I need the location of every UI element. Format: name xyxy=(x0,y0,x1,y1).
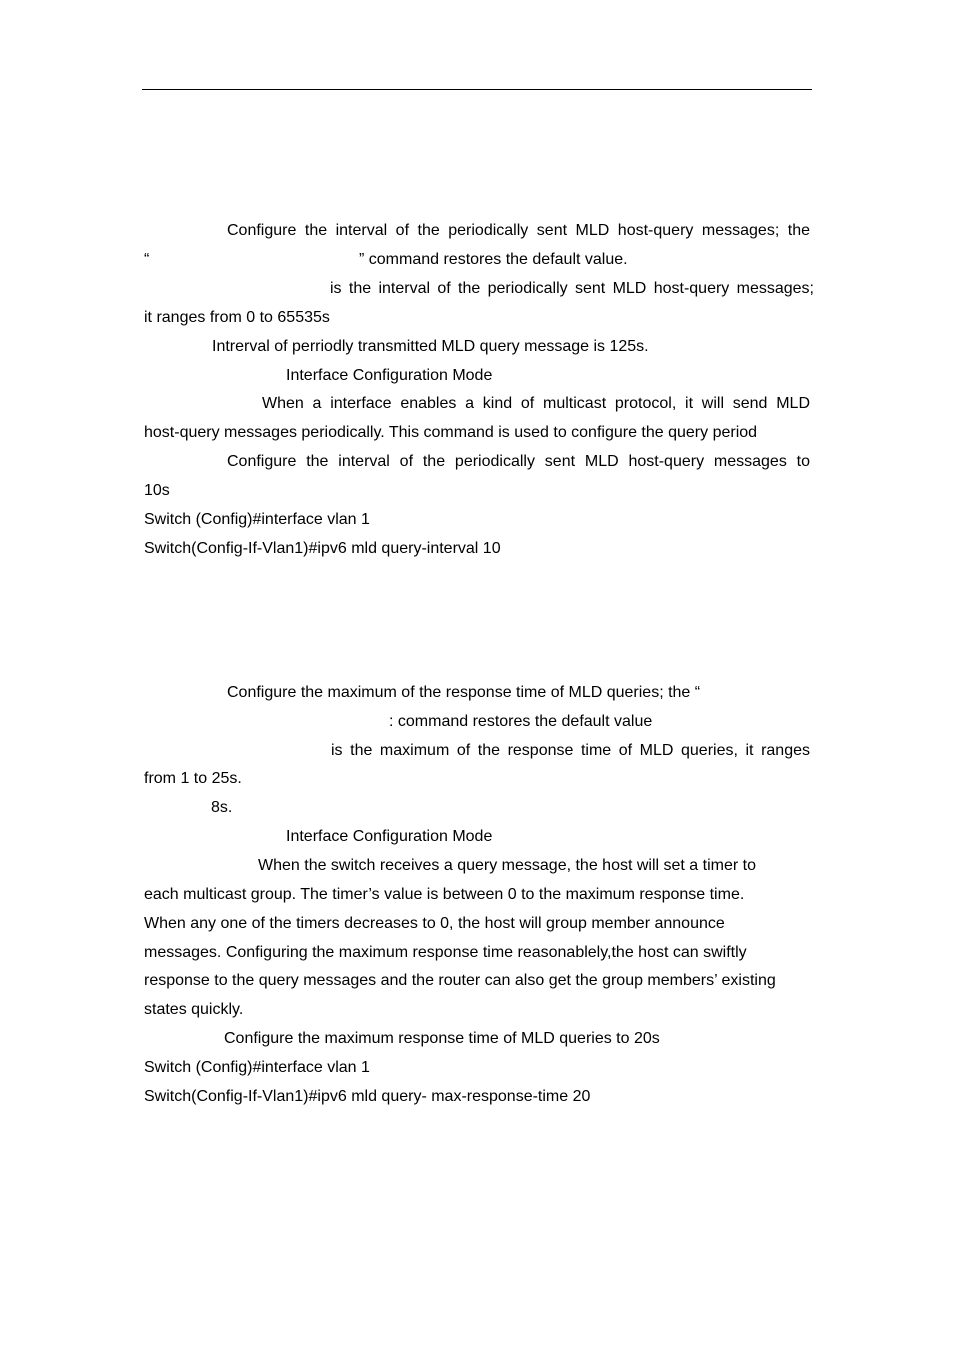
s1-usage-line2: host-query messages periodically. This command is used to configure the query period xyxy=(144,424,758,441)
s1-example-line2: 10s xyxy=(144,482,170,499)
s2-description-line1: Configure the maximum of the response time of MLD queries; the “ xyxy=(227,684,701,701)
s2-parameter-line1: is the maximum of the response time of MLD queries, it ranges xyxy=(331,742,810,759)
s2-usage-line2: each multicast group. The timer’s value is between 0 to the maximum response time. xyxy=(144,886,745,903)
s1-mode: Interface Configuration Mode xyxy=(286,367,493,384)
s1-description-line1: Configure the interval of the periodically sent MLD host-query messages; the xyxy=(227,222,810,239)
s2-mode: Interface Configuration Mode xyxy=(286,828,493,845)
header-rule xyxy=(142,89,812,90)
s2-command2: Switch(Config-If-Vlan1)#ipv6 mld query- max-response-time 20 xyxy=(144,1088,591,1105)
s2-command1: Switch (Config)#interface vlan 1 xyxy=(144,1059,370,1076)
s1-command1: Switch (Config)#interface vlan 1 xyxy=(144,511,370,528)
s1-example-line1: Configure the interval of the periodically sent MLD host-query messages to xyxy=(227,453,810,470)
s1-default: Intrerval of perriodly transmitted MLD query message is 125s. xyxy=(212,338,649,355)
s1-parameter-line2: it ranges from 0 to 65535s xyxy=(144,309,330,326)
s1-description-open-quote: “ xyxy=(144,251,150,268)
s2-usage-line6: states quickly. xyxy=(144,1001,244,1018)
s2-default: 8s. xyxy=(211,799,233,816)
s2-usage-line3: When any one of the timers decreases to 0, the host will group member announce xyxy=(144,915,725,932)
s1-command2: Switch(Config-If-Vlan1)#ipv6 mld query-interval 10 xyxy=(144,540,501,557)
s2-example-line1: Configure the maximum response time of MLD queries to 20s xyxy=(224,1030,660,1047)
s1-parameter-line1: is the interval of the periodically sent MLD host-query messages; xyxy=(330,280,814,297)
s2-usage-line1: When the switch receives a query message, the host will set a timer to xyxy=(258,857,756,874)
s2-usage-line5: response to the query messages and the router can also get the group members’ existing xyxy=(144,972,776,989)
s1-usage-line1: When a interface enables a kind of multicast protocol, it will send MLD xyxy=(262,395,810,412)
s2-description-line2: : command restores the default value xyxy=(389,713,653,730)
s2-parameter-line2: from 1 to 25s. xyxy=(144,770,242,787)
s2-usage-line4: messages. Configuring the maximum response time reasonablely,the host can swiftly xyxy=(144,944,747,961)
s1-description-line2: ” command restores the default value. xyxy=(359,251,628,268)
